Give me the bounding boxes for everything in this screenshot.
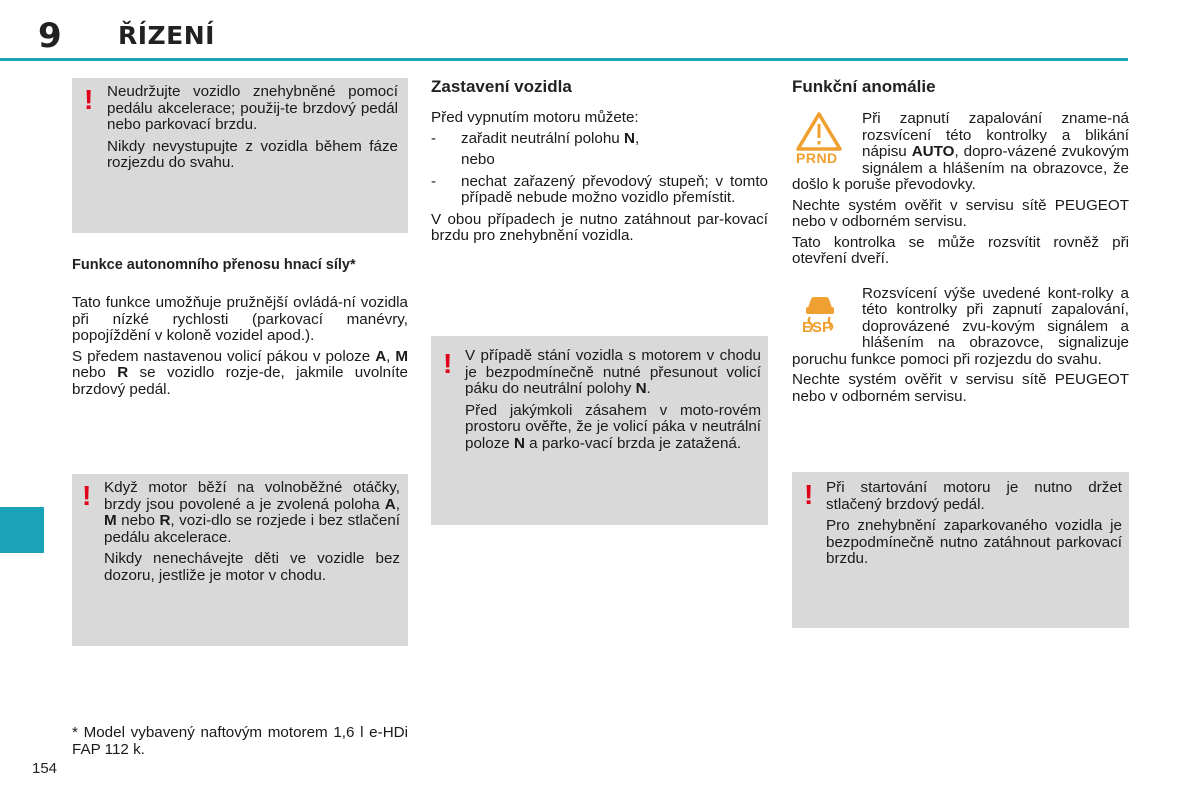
paragraph: S předem nastavenou volicí pákou v poloze A, M nebo R se vozidlo rozje-de, jakmile uvolníte brzdový pedál. xyxy=(72,347,408,398)
warning-icon: ! xyxy=(84,84,94,115)
body-text xyxy=(72,295,408,402)
section-heading-stopping: Zastavení vozidla xyxy=(431,77,572,96)
warning-paragraph: V případě stání vozidla s motorem v chodu je bezpodmínečně nutné přesunout volicí páku do neutrální polohy N. xyxy=(465,347,761,397)
warning-text xyxy=(107,84,398,177)
footnote: * Model vybavený naftovým motorem 1,6 l e-HDi FAP 112 k. xyxy=(72,724,408,758)
body-text xyxy=(792,111,1129,409)
warning-box-standstill xyxy=(431,336,768,525)
paragraph: Před vypnutím motoru můžete: xyxy=(431,109,639,126)
esp-skid-icon: ESP xyxy=(792,286,858,348)
warning-icon: ! xyxy=(804,479,814,510)
warning-paragraph: Nikdy nevystupujte z vozidla během fáze rozjezdu do svahu. xyxy=(107,137,398,171)
paragraph: Nechte systém ověřit v servisu sítě PEUGEOT nebo v odborném servisu. xyxy=(792,371,1129,405)
list-item: - zařadit neutrální polohu N, xyxy=(431,129,640,147)
section-heading-anomalies: Funkční anomálie xyxy=(792,77,936,96)
header-rule xyxy=(0,58,1128,61)
icon-paragraph: PRND Při zapnutí zapalování zname-ná rozsvícení této kontrolky a blikání nápisu AUTO, dopro-vázené zvukovým signálem a hlášením na obrazovce, že došlo k poruše převodovky. xyxy=(792,111,1129,193)
warning-box-idle xyxy=(72,474,408,646)
warning-paragraph: Pro znehybnění zaparkovaného vozidla je bezpodmínečně nutno zatáhnout parkovací brzdu. xyxy=(826,517,1122,567)
icon-paragraph: ESP Rozsvícení výše uvedené kont-rolky a této kontrolky při zapnutí zapalování, doprovázené zvu-kovým signálem a hlášením na obrazovce, signalizuje poruchu funkce pomoci při rozjezdu do svahu. xyxy=(792,285,1129,368)
warning-paragraph: Když motor běží na volnoběžné otáčky, brzdy jsou povolené a je zvolená poloha A, M nebo R, vozi-dlo se rozjede i bez stlačení pedálu akcelerace. xyxy=(104,479,400,546)
paragraph: Tato kontrolka se může rozsvítit rovněž při otevření dveří. xyxy=(792,233,1129,267)
paragraph: Nechte systém ověřit v servisu sítě PEUGEOT nebo v odborném servisu. xyxy=(792,196,1129,230)
list-item: - nechat zařazený převodový stupeň; v tomto případě nebude možno vozidlo přemístit. xyxy=(431,172,768,206)
page-number: 154 xyxy=(32,760,58,777)
warning-box-immobilize xyxy=(72,78,408,233)
warning-paragraph: Nikdy nenechávejte děti ve vozidle bez dozoru, jestliže je motor v chodu. xyxy=(104,550,400,584)
warning-icon: ! xyxy=(82,480,92,511)
warning-text xyxy=(465,348,761,457)
body-text xyxy=(431,110,768,249)
paragraph: Tato funkce umožňuje pružnější ovládá-ní vozidla při nízké rychlosti (parkovací manévry, popojíždění v koloně vozidel apod.). xyxy=(72,294,408,344)
warning-text xyxy=(826,480,1122,573)
warning-paragraph: Před jakýmkoli zásahem v moto-rovém prostoru ověřte, že je volicí páka v neutrální poloze N a parko-vací brzda je zatažená. xyxy=(465,401,761,452)
warning-box-starting xyxy=(792,472,1129,628)
warning-paragraph: Při startování motoru je nutno držet stlačený brzdový pedál. xyxy=(826,479,1122,513)
warning-text xyxy=(104,480,400,589)
chapter-side-tab xyxy=(0,507,44,553)
section-subheading: Funkce autonomního přenosu hnací síly* xyxy=(72,257,356,273)
chapter-number: 9 xyxy=(38,16,62,56)
chapter-title: ŘÍZENÍ xyxy=(118,21,215,50)
list-conjunction: nebo xyxy=(461,151,495,168)
paragraph: V obou případech je nutno zatáhnout par-kovací brzdu pro znehybnění vozidla. xyxy=(431,210,768,244)
warning-icon: ! xyxy=(443,348,453,379)
gearbox-warning-icon: PRND xyxy=(792,111,858,173)
warning-paragraph: Neudržujte vozidlo znehybněné pomocí pedálu akcelerace; použij-te brzdový pedál nebo parkovací brzdu. xyxy=(107,83,398,133)
